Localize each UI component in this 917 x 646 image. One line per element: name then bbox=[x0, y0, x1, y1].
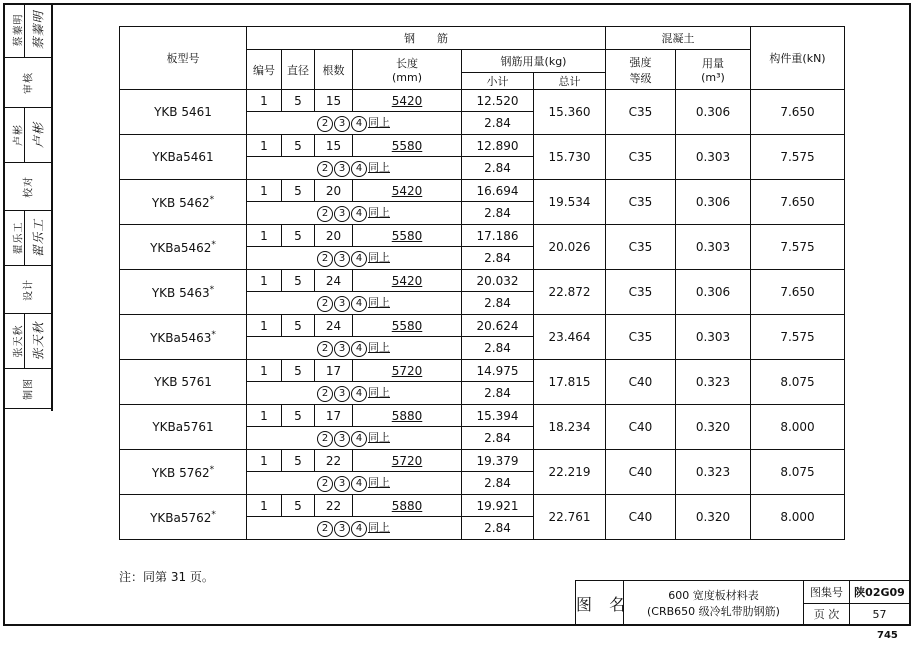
cell-grade: C35 bbox=[606, 315, 676, 360]
signature-divider bbox=[24, 314, 25, 368]
cell-same-note bbox=[247, 337, 462, 360]
cell-grade: C35 bbox=[606, 90, 676, 135]
cell-count: 15 bbox=[315, 135, 353, 157]
table-row bbox=[120, 270, 845, 292]
circled-number: 3 bbox=[334, 386, 350, 402]
type-label: YKBa5461 bbox=[152, 150, 214, 164]
cell-subtotal: 19.921 bbox=[462, 495, 534, 517]
cell-weight: 8.075 bbox=[751, 450, 845, 495]
circled-number: 4 bbox=[351, 521, 367, 537]
same-as-above: 同上 bbox=[368, 116, 390, 129]
signature-divider bbox=[24, 108, 25, 162]
cell-volume: 0.306 bbox=[676, 270, 751, 315]
same-as-above: 同上 bbox=[368, 341, 390, 354]
cell-volume: 0.323 bbox=[676, 360, 751, 405]
cell-no: 1 bbox=[247, 360, 282, 382]
cell-same-note bbox=[247, 157, 462, 180]
cell-subtotal2: 2.84 bbox=[462, 112, 534, 135]
circled-number: 3 bbox=[334, 251, 350, 267]
cell-subtotal: 20.032 bbox=[462, 270, 534, 292]
header-steel: 钢 筋 bbox=[247, 27, 606, 50]
atlas-value: 陕02G09 bbox=[850, 581, 910, 604]
cell-type bbox=[120, 405, 247, 450]
cell-dia: 5 bbox=[282, 405, 315, 427]
type-star: * bbox=[209, 464, 215, 475]
title-line1: 600 宽度板材料表 bbox=[668, 589, 759, 602]
cell-subtotal2: 2.84 bbox=[462, 202, 534, 225]
circled-number: 2 bbox=[317, 206, 333, 222]
type-label: YKBa5761 bbox=[152, 420, 214, 434]
cell-type bbox=[120, 495, 247, 540]
cell-length bbox=[353, 90, 462, 112]
cell-grade: C40 bbox=[606, 405, 676, 450]
signature-role-label: 制图 bbox=[23, 377, 35, 400]
handwritten-signature: 蔡蓁明 bbox=[31, 10, 46, 50]
page-value: 57 bbox=[850, 603, 910, 626]
header-weight: 构件重(kN) bbox=[751, 27, 845, 90]
table-row bbox=[120, 180, 845, 202]
cell-weight: 7.650 bbox=[751, 90, 845, 135]
signature-cell bbox=[3, 3, 51, 58]
circled-number: 3 bbox=[334, 521, 350, 537]
same-as-above: 同上 bbox=[368, 206, 390, 219]
header-total: 总计 bbox=[534, 73, 606, 90]
cell-subtotal: 12.520 bbox=[462, 90, 534, 112]
circled-number: 3 bbox=[334, 431, 350, 447]
table-row bbox=[120, 360, 845, 382]
table-row bbox=[120, 225, 845, 247]
cell-subtotal2: 2.84 bbox=[462, 247, 534, 270]
cell-subtotal2: 2.84 bbox=[462, 292, 534, 315]
length-value: 5720 bbox=[391, 453, 423, 468]
cell-no: 1 bbox=[247, 405, 282, 427]
type-label: YKB 5463 bbox=[151, 285, 210, 300]
same-as-above: 同上 bbox=[368, 161, 390, 174]
cell-subtotal2: 2.84 bbox=[462, 517, 534, 540]
signature-cell bbox=[3, 266, 51, 314]
cell-grade: C40 bbox=[606, 450, 676, 495]
header-volume-label: 用量 bbox=[702, 57, 724, 70]
signature-role-label: 设计 bbox=[23, 278, 35, 301]
circled-number: 3 bbox=[334, 161, 350, 177]
length-value: 5720 bbox=[391, 363, 423, 378]
table-row bbox=[120, 90, 845, 112]
cell-dia: 5 bbox=[282, 90, 315, 112]
cell-length bbox=[353, 315, 462, 337]
cell-no: 1 bbox=[247, 135, 282, 157]
header-length bbox=[353, 50, 462, 90]
cell-count: 17 bbox=[315, 405, 353, 427]
cell-no: 1 bbox=[247, 495, 282, 517]
cell-dia: 5 bbox=[282, 495, 315, 517]
cell-subtotal: 16.694 bbox=[462, 180, 534, 202]
cell-length bbox=[353, 270, 462, 292]
same-as-above: 同上 bbox=[368, 386, 390, 399]
signature-role-label: 翟乐工 bbox=[13, 221, 25, 255]
cell-length bbox=[353, 135, 462, 157]
circled-number: 4 bbox=[351, 161, 367, 177]
cell-no: 1 bbox=[247, 90, 282, 112]
cell-length bbox=[353, 405, 462, 427]
atlas-label: 图集号 bbox=[804, 581, 850, 604]
cell-weight: 7.575 bbox=[751, 225, 845, 270]
header-count: 根数 bbox=[315, 50, 353, 90]
header-length-unit: (mm) bbox=[391, 71, 422, 84]
header-grade-line2: 等级 bbox=[629, 71, 652, 85]
circled-number: 2 bbox=[317, 521, 333, 537]
cell-total: 17.815 bbox=[534, 360, 606, 405]
signature-role-label: 蔡蓁明 bbox=[13, 13, 25, 47]
circled-number: 2 bbox=[317, 161, 333, 177]
cell-grade: C35 bbox=[606, 270, 676, 315]
material-table bbox=[119, 26, 845, 540]
table-row bbox=[120, 405, 845, 427]
cell-total: 22.219 bbox=[534, 450, 606, 495]
cell-length bbox=[353, 360, 462, 382]
type-label: YKBa5762 bbox=[150, 510, 212, 525]
cell-subtotal: 20.624 bbox=[462, 315, 534, 337]
signature-cell bbox=[3, 108, 51, 163]
cell-dia: 5 bbox=[282, 225, 315, 247]
circled-number: 2 bbox=[317, 251, 333, 267]
cell-total: 22.872 bbox=[534, 270, 606, 315]
cell-length bbox=[353, 450, 462, 472]
cell-type bbox=[120, 270, 247, 315]
signature-cell bbox=[3, 58, 51, 108]
cell-same-note bbox=[247, 427, 462, 450]
circled-number: 4 bbox=[351, 476, 367, 492]
type-label: YKBa5462 bbox=[150, 240, 212, 255]
signature-role-label: 校对 bbox=[23, 175, 35, 198]
cell-total: 15.730 bbox=[534, 135, 606, 180]
type-label: YKB 5461 bbox=[154, 105, 212, 119]
cell-same-note bbox=[247, 202, 462, 225]
circled-number: 2 bbox=[317, 116, 333, 132]
header-length-label: 长度 bbox=[396, 57, 418, 70]
cell-volume: 0.303 bbox=[676, 225, 751, 270]
signature-role-label: 卢彬 bbox=[13, 124, 25, 146]
table-row bbox=[120, 315, 845, 337]
circled-number: 4 bbox=[351, 386, 367, 402]
type-star: * bbox=[211, 239, 216, 250]
cell-dia: 5 bbox=[282, 180, 315, 202]
cell-weight: 7.650 bbox=[751, 270, 845, 315]
cell-type bbox=[120, 225, 247, 270]
cell-no: 1 bbox=[247, 270, 282, 292]
cell-weight: 7.650 bbox=[751, 180, 845, 225]
type-star: * bbox=[209, 194, 215, 205]
cell-same-note bbox=[247, 382, 462, 405]
header-grade-line1: 强度 bbox=[629, 55, 652, 69]
cell-volume: 0.306 bbox=[676, 180, 751, 225]
footnote: 注：同第 31 页。 bbox=[119, 570, 214, 584]
cell-count: 15 bbox=[315, 90, 353, 112]
cell-subtotal2: 2.84 bbox=[462, 427, 534, 450]
cell-total: 22.761 bbox=[534, 495, 606, 540]
cell-subtotal: 12.890 bbox=[462, 135, 534, 157]
length-value: 5580 bbox=[391, 138, 423, 153]
cell-same-note bbox=[247, 247, 462, 270]
table-row bbox=[120, 135, 845, 157]
cell-dia: 5 bbox=[282, 135, 315, 157]
header-usage: 钢筋用量(kg) bbox=[462, 50, 606, 73]
length-value: 5580 bbox=[391, 228, 423, 243]
same-as-above: 同上 bbox=[368, 431, 390, 444]
circled-number: 4 bbox=[351, 251, 367, 267]
cell-subtotal2: 2.84 bbox=[462, 382, 534, 405]
cell-type bbox=[120, 450, 247, 495]
cell-grade: C40 bbox=[606, 360, 676, 405]
cell-same-note bbox=[247, 517, 462, 540]
table-row bbox=[120, 495, 845, 517]
cell-count: 22 bbox=[315, 495, 353, 517]
cell-same-note bbox=[247, 292, 462, 315]
cell-subtotal2: 2.84 bbox=[462, 472, 534, 495]
circled-number: 3 bbox=[334, 296, 350, 312]
cell-dia: 5 bbox=[282, 270, 315, 292]
circled-number: 3 bbox=[334, 206, 350, 222]
header-concrete: 混凝土 bbox=[606, 27, 751, 50]
cell-volume: 0.320 bbox=[676, 495, 751, 540]
cell-count: 24 bbox=[315, 315, 353, 337]
length-value: 5880 bbox=[391, 408, 423, 423]
cell-total: 15.360 bbox=[534, 90, 606, 135]
header-dia: 直径 bbox=[282, 50, 315, 90]
cell-no: 1 bbox=[247, 225, 282, 247]
cell-volume: 0.320 bbox=[676, 405, 751, 450]
cell-no: 1 bbox=[247, 450, 282, 472]
cell-count: 22 bbox=[315, 450, 353, 472]
length-value: 5580 bbox=[391, 318, 423, 333]
circled-number: 4 bbox=[351, 296, 367, 312]
cell-volume: 0.303 bbox=[676, 315, 751, 360]
cell-dia: 5 bbox=[282, 315, 315, 337]
signature-cell bbox=[3, 369, 51, 409]
cell-volume: 0.303 bbox=[676, 135, 751, 180]
cell-no: 1 bbox=[247, 315, 282, 337]
cell-subtotal2: 2.84 bbox=[462, 337, 534, 360]
circled-number: 2 bbox=[317, 431, 333, 447]
cell-length bbox=[353, 225, 462, 247]
same-as-above: 同上 bbox=[368, 476, 390, 489]
title-line2: (CRB650 级冷轧带肋钢筋) bbox=[647, 605, 780, 618]
title-text bbox=[624, 581, 804, 626]
cell-grade: C35 bbox=[606, 135, 676, 180]
cell-no: 1 bbox=[247, 180, 282, 202]
cell-weight: 8.000 bbox=[751, 405, 845, 450]
type-label: YKB 5462 bbox=[151, 195, 210, 210]
cell-subtotal2: 2.84 bbox=[462, 157, 534, 180]
cell-count: 17 bbox=[315, 360, 353, 382]
title-block bbox=[575, 580, 910, 626]
cell-weight: 7.575 bbox=[751, 135, 845, 180]
cell-weight: 8.075 bbox=[751, 360, 845, 405]
circled-number: 3 bbox=[334, 476, 350, 492]
length-value: 5880 bbox=[391, 498, 423, 513]
cell-subtotal: 19.379 bbox=[462, 450, 534, 472]
cell-dia: 5 bbox=[282, 450, 315, 472]
cell-dia: 5 bbox=[282, 360, 315, 382]
header-no: 编号 bbox=[247, 50, 282, 90]
circled-number: 2 bbox=[317, 476, 333, 492]
circled-number: 4 bbox=[351, 206, 367, 222]
cell-type bbox=[120, 135, 247, 180]
length-value: 5420 bbox=[391, 183, 423, 198]
cell-length bbox=[353, 180, 462, 202]
cell-same-note bbox=[247, 472, 462, 495]
cell-same-note bbox=[247, 112, 462, 135]
cell-subtotal: 15.394 bbox=[462, 405, 534, 427]
cell-count: 20 bbox=[315, 225, 353, 247]
signature-cell bbox=[3, 211, 51, 266]
cell-weight: 8.000 bbox=[751, 495, 845, 540]
circled-number: 4 bbox=[351, 116, 367, 132]
cell-volume: 0.306 bbox=[676, 90, 751, 135]
same-as-above: 同上 bbox=[368, 296, 390, 309]
cell-total: 20.026 bbox=[534, 225, 606, 270]
table-row bbox=[120, 450, 845, 472]
handwritten-signature: 卢彬 bbox=[31, 121, 46, 149]
handwritten-signature: 张天秋 bbox=[31, 321, 46, 361]
cell-total: 19.534 bbox=[534, 180, 606, 225]
cell-grade: C35 bbox=[606, 180, 676, 225]
cell-grade: C40 bbox=[606, 495, 676, 540]
cell-total: 23.464 bbox=[534, 315, 606, 360]
cell-length bbox=[353, 495, 462, 517]
signature-role-label: 张天秋 bbox=[13, 324, 25, 358]
cell-type bbox=[120, 360, 247, 405]
circled-number: 3 bbox=[334, 341, 350, 357]
cell-subtotal: 14.975 bbox=[462, 360, 534, 382]
type-star: * bbox=[209, 284, 215, 295]
length-value: 5420 bbox=[391, 273, 423, 288]
cell-subtotal: 17.186 bbox=[462, 225, 534, 247]
cell-total: 18.234 bbox=[534, 405, 606, 450]
handwritten-signature: 翟乐工 bbox=[31, 218, 46, 258]
circled-number: 4 bbox=[351, 431, 367, 447]
header-grade bbox=[606, 50, 676, 90]
same-as-above: 同上 bbox=[368, 251, 390, 264]
sheet-number: 745 bbox=[877, 630, 898, 641]
cell-count: 20 bbox=[315, 180, 353, 202]
header-volume bbox=[676, 50, 751, 90]
signature-strip bbox=[3, 3, 53, 411]
circled-number: 2 bbox=[317, 386, 333, 402]
cell-count: 24 bbox=[315, 270, 353, 292]
signature-cell bbox=[3, 163, 51, 211]
type-star: * bbox=[211, 329, 216, 340]
header-volume-unit: (m³) bbox=[701, 71, 725, 84]
cell-type bbox=[120, 315, 247, 360]
signature-divider bbox=[24, 211, 25, 265]
header-type: 板型号 bbox=[120, 27, 247, 90]
title-name-label: 图 名 bbox=[576, 581, 624, 626]
circled-number: 4 bbox=[351, 341, 367, 357]
signature-cell bbox=[3, 314, 51, 369]
cell-grade: C35 bbox=[606, 225, 676, 270]
page-label: 页 次 bbox=[804, 603, 850, 626]
same-as-above: 同上 bbox=[368, 521, 390, 534]
type-label: YKBa5463 bbox=[150, 330, 212, 345]
header-subtotal: 小计 bbox=[462, 73, 534, 90]
cell-type bbox=[120, 90, 247, 135]
circled-number: 2 bbox=[317, 296, 333, 312]
length-value: 5420 bbox=[391, 93, 423, 108]
type-star: * bbox=[211, 509, 216, 520]
circled-number: 3 bbox=[334, 116, 350, 132]
type-label: YKB 5762 bbox=[151, 465, 210, 480]
signature-role-label: 审核 bbox=[23, 71, 35, 94]
cell-type bbox=[120, 180, 247, 225]
circled-number: 2 bbox=[317, 341, 333, 357]
type-label: YKB 5761 bbox=[154, 375, 212, 389]
cell-weight: 7.575 bbox=[751, 315, 845, 360]
signature-divider bbox=[24, 3, 25, 57]
cell-volume: 0.323 bbox=[676, 450, 751, 495]
